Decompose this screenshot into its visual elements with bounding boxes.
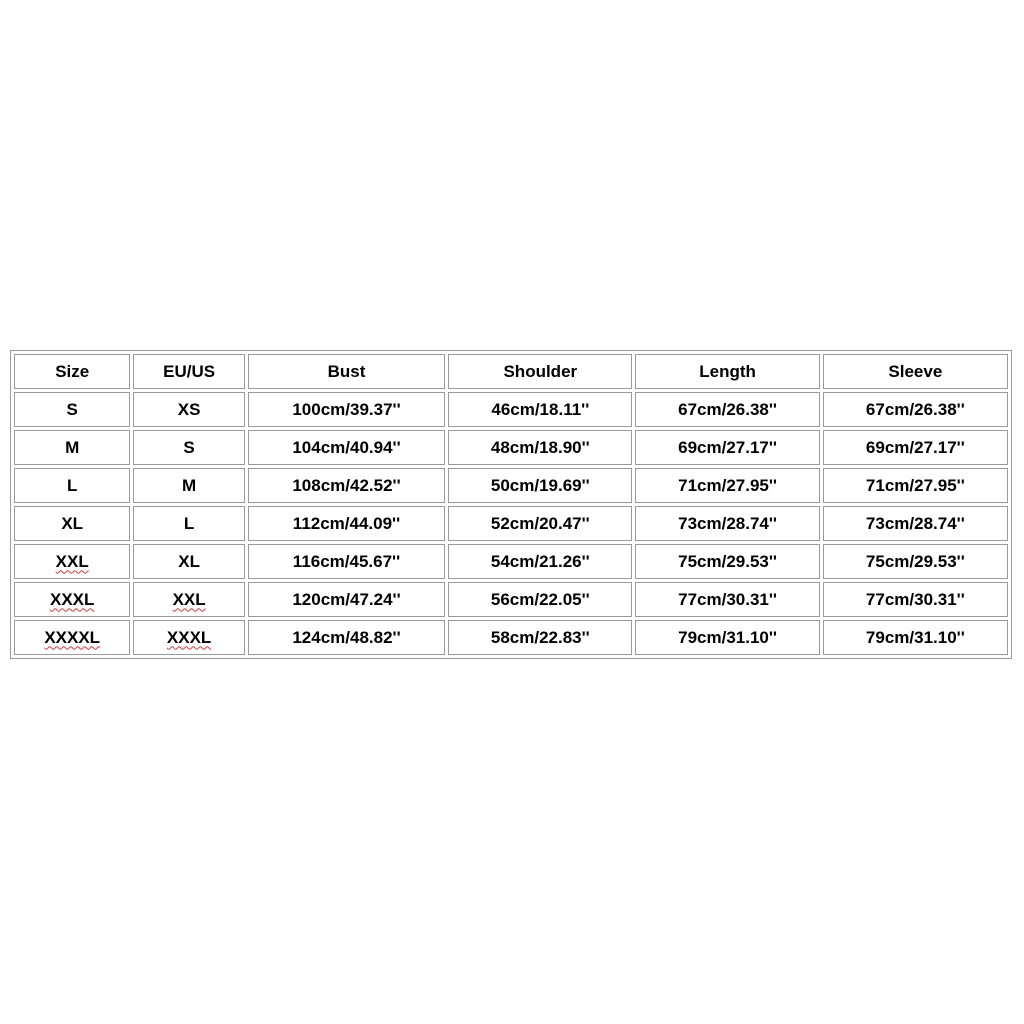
table-row bbox=[14, 430, 1008, 465]
cell-eu-us: S bbox=[133, 430, 244, 465]
table-row bbox=[14, 544, 1008, 579]
cell-size-text: XXXL bbox=[50, 589, 95, 609]
cell-sleeve: 71cm/27.95'' bbox=[823, 468, 1008, 503]
cell-sleeve: 69cm/27.17'' bbox=[823, 430, 1008, 465]
table-row bbox=[14, 620, 1008, 655]
cell-size: S bbox=[14, 392, 130, 427]
cell-size-text: XXL bbox=[55, 551, 89, 571]
cell-length: 73cm/28.74'' bbox=[635, 506, 819, 541]
table-row bbox=[14, 506, 1008, 541]
cell-size: M bbox=[14, 430, 130, 465]
cell-bust: 100cm/39.37'' bbox=[248, 392, 445, 427]
cell-shoulder: 58cm/22.83'' bbox=[448, 620, 632, 655]
cell-size-text: XXXXL bbox=[44, 627, 101, 647]
header-sleeve: Sleeve bbox=[823, 354, 1008, 389]
cell-eu-us: L bbox=[133, 506, 244, 541]
header-size: Size bbox=[14, 354, 130, 389]
cell-eu-us bbox=[133, 582, 244, 617]
header-length: Length bbox=[635, 354, 819, 389]
cell-bust: 108cm/42.52'' bbox=[248, 468, 445, 503]
cell-bust: 120cm/47.24'' bbox=[248, 582, 445, 617]
cell-bust: 124cm/48.82'' bbox=[248, 620, 445, 655]
cell-eu-us bbox=[133, 620, 244, 655]
table-header-row bbox=[14, 354, 1008, 389]
cell-length: 79cm/31.10'' bbox=[635, 620, 819, 655]
cell-shoulder: 46cm/18.11'' bbox=[448, 392, 632, 427]
cell-eu-us-text: XXXL bbox=[166, 627, 212, 647]
cell-sleeve: 73cm/28.74'' bbox=[823, 506, 1008, 541]
cell-eu-us-text: XXL bbox=[172, 589, 206, 609]
cell-size: XL bbox=[14, 506, 130, 541]
header-shoulder: Shoulder bbox=[448, 354, 632, 389]
cell-length: 75cm/29.53'' bbox=[635, 544, 819, 579]
cell-bust: 116cm/45.67'' bbox=[248, 544, 445, 579]
cell-size bbox=[14, 544, 130, 579]
cell-shoulder: 54cm/21.26'' bbox=[448, 544, 632, 579]
cell-sleeve: 67cm/26.38'' bbox=[823, 392, 1008, 427]
table-row bbox=[14, 392, 1008, 427]
size-chart-table bbox=[10, 350, 1012, 659]
cell-size: L bbox=[14, 468, 130, 503]
cell-sleeve: 77cm/30.31'' bbox=[823, 582, 1008, 617]
cell-shoulder: 56cm/22.05'' bbox=[448, 582, 632, 617]
cell-eu-us: XS bbox=[133, 392, 244, 427]
cell-size bbox=[14, 620, 130, 655]
cell-length: 71cm/27.95'' bbox=[635, 468, 819, 503]
cell-eu-us: M bbox=[133, 468, 244, 503]
cell-bust: 112cm/44.09'' bbox=[248, 506, 445, 541]
cell-sleeve: 75cm/29.53'' bbox=[823, 544, 1008, 579]
cell-eu-us: XL bbox=[133, 544, 244, 579]
cell-length: 69cm/27.17'' bbox=[635, 430, 819, 465]
cell-size bbox=[14, 582, 130, 617]
header-bust: Bust bbox=[248, 354, 445, 389]
table-row bbox=[14, 468, 1008, 503]
cell-bust: 104cm/40.94'' bbox=[248, 430, 445, 465]
cell-shoulder: 48cm/18.90'' bbox=[448, 430, 632, 465]
cell-length: 67cm/26.38'' bbox=[635, 392, 819, 427]
header-eu-us: EU/US bbox=[133, 354, 244, 389]
cell-length: 77cm/30.31'' bbox=[635, 582, 819, 617]
table-row bbox=[14, 582, 1008, 617]
cell-shoulder: 52cm/20.47'' bbox=[448, 506, 632, 541]
cell-shoulder: 50cm/19.69'' bbox=[448, 468, 632, 503]
cell-sleeve: 79cm/31.10'' bbox=[823, 620, 1008, 655]
